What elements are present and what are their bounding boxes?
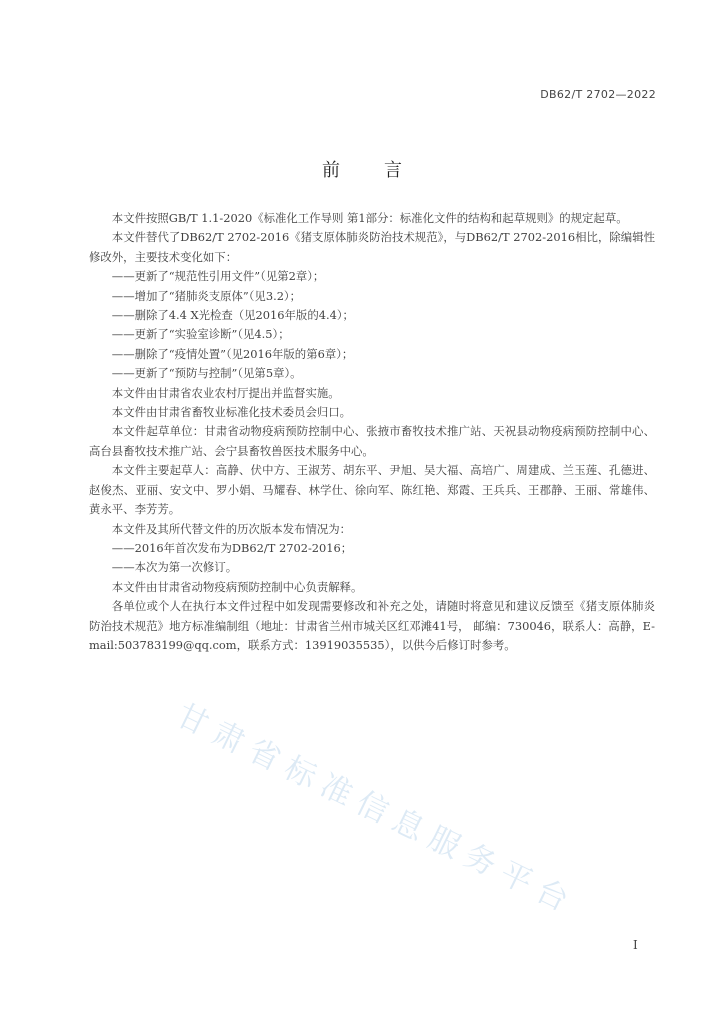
page-number: I bbox=[633, 938, 638, 952]
change-item: ——增加了“猪肺炎支原体”（见3.2）； bbox=[111, 288, 302, 303]
change-item: ——更新了“实验室诊断”（见4.5）； bbox=[111, 327, 290, 342]
version-item: ——2016年首次发布为DB62/T 2702-2016； bbox=[111, 540, 353, 555]
paragraph-drafting-units: 本文件起草单位：甘肃省动物疫病预防控制中心、张掖市畜牧技术推广站、天祝县动物疫病预防控制中心、高台县畜牧技术推广站、会宁县畜牧兽医技术服务中心。 bbox=[89, 424, 655, 458]
paragraph-drafting-rules: 本文件按照GB/T 1.1-2020《标准化工作导则 第1部分：标准化文件的结构和起草规则》的规定起草。 bbox=[111, 211, 628, 225]
paragraph-feedback: 各单位或个人在执行本文件过程中如发现需要修改和补充之处，请随时将意见和建议反馈至《猪支原体肺炎防治技术规范》地方标准编制组（地址：甘肃省兰州市城关区红邓滩41号， 邮编：730046，联系人：高静，E-mail:503783199@qq.com，联系方式：13919035535），以供今后修订时参考。 bbox=[89, 599, 655, 652]
change-item: ——更新了“预防与控制”（见第5章）。 bbox=[111, 366, 302, 381]
document-code: DB62/T 2702—2022 bbox=[540, 88, 656, 101]
foreword-body bbox=[89, 209, 655, 655]
change-item: ——删除了4.4 X光检查（见2016年版的4.4）； bbox=[111, 308, 354, 323]
paragraph-replacement: 本文件替代了DB62/T 2702-2016《猪支原体肺炎防治技术规范》，与DB62/T 2702-2016相比，除编辑性修改外，主要技术变化如下： bbox=[89, 230, 655, 264]
paragraph-version-history: 本文件及其所代替文件的历次版本发布情况为： bbox=[111, 521, 352, 536]
change-item: ——删除了“疫情处置”（见2016年版的第6章）； bbox=[111, 346, 354, 361]
paragraph-drafters: 本文件主要起草人：高静、伏中方、王淑芳、胡东平、尹旭、吴大福、高培广、周建成、兰玉莲、孔德进、赵俊杰、亚丽、安文中、罗小娟、马耀春、林学仕、徐向军、陈红艳、郑霞、王兵兵、王郡静、王丽、常雄伟、黄永平、李芳芳。 bbox=[89, 463, 655, 517]
paragraph-committee: 本文件由甘肃省畜牧业标准化技术委员会归口。 bbox=[111, 405, 352, 420]
paragraph-proposer: 本文件由甘肃省农业农村厅提出并监督实施。 bbox=[111, 385, 340, 400]
paragraph-interpretation: 本文件由甘肃省动物疫病预防控制中心负责解释。 bbox=[111, 579, 363, 594]
version-item: ——本次为第一次修订。 bbox=[111, 560, 238, 575]
watermark: 甘肃省标准信息服务平台 bbox=[170, 697, 582, 923]
page-title: 前言 bbox=[322, 160, 446, 181]
change-item: ——更新了“规范性引用文件”（见第2章）； bbox=[111, 269, 325, 284]
